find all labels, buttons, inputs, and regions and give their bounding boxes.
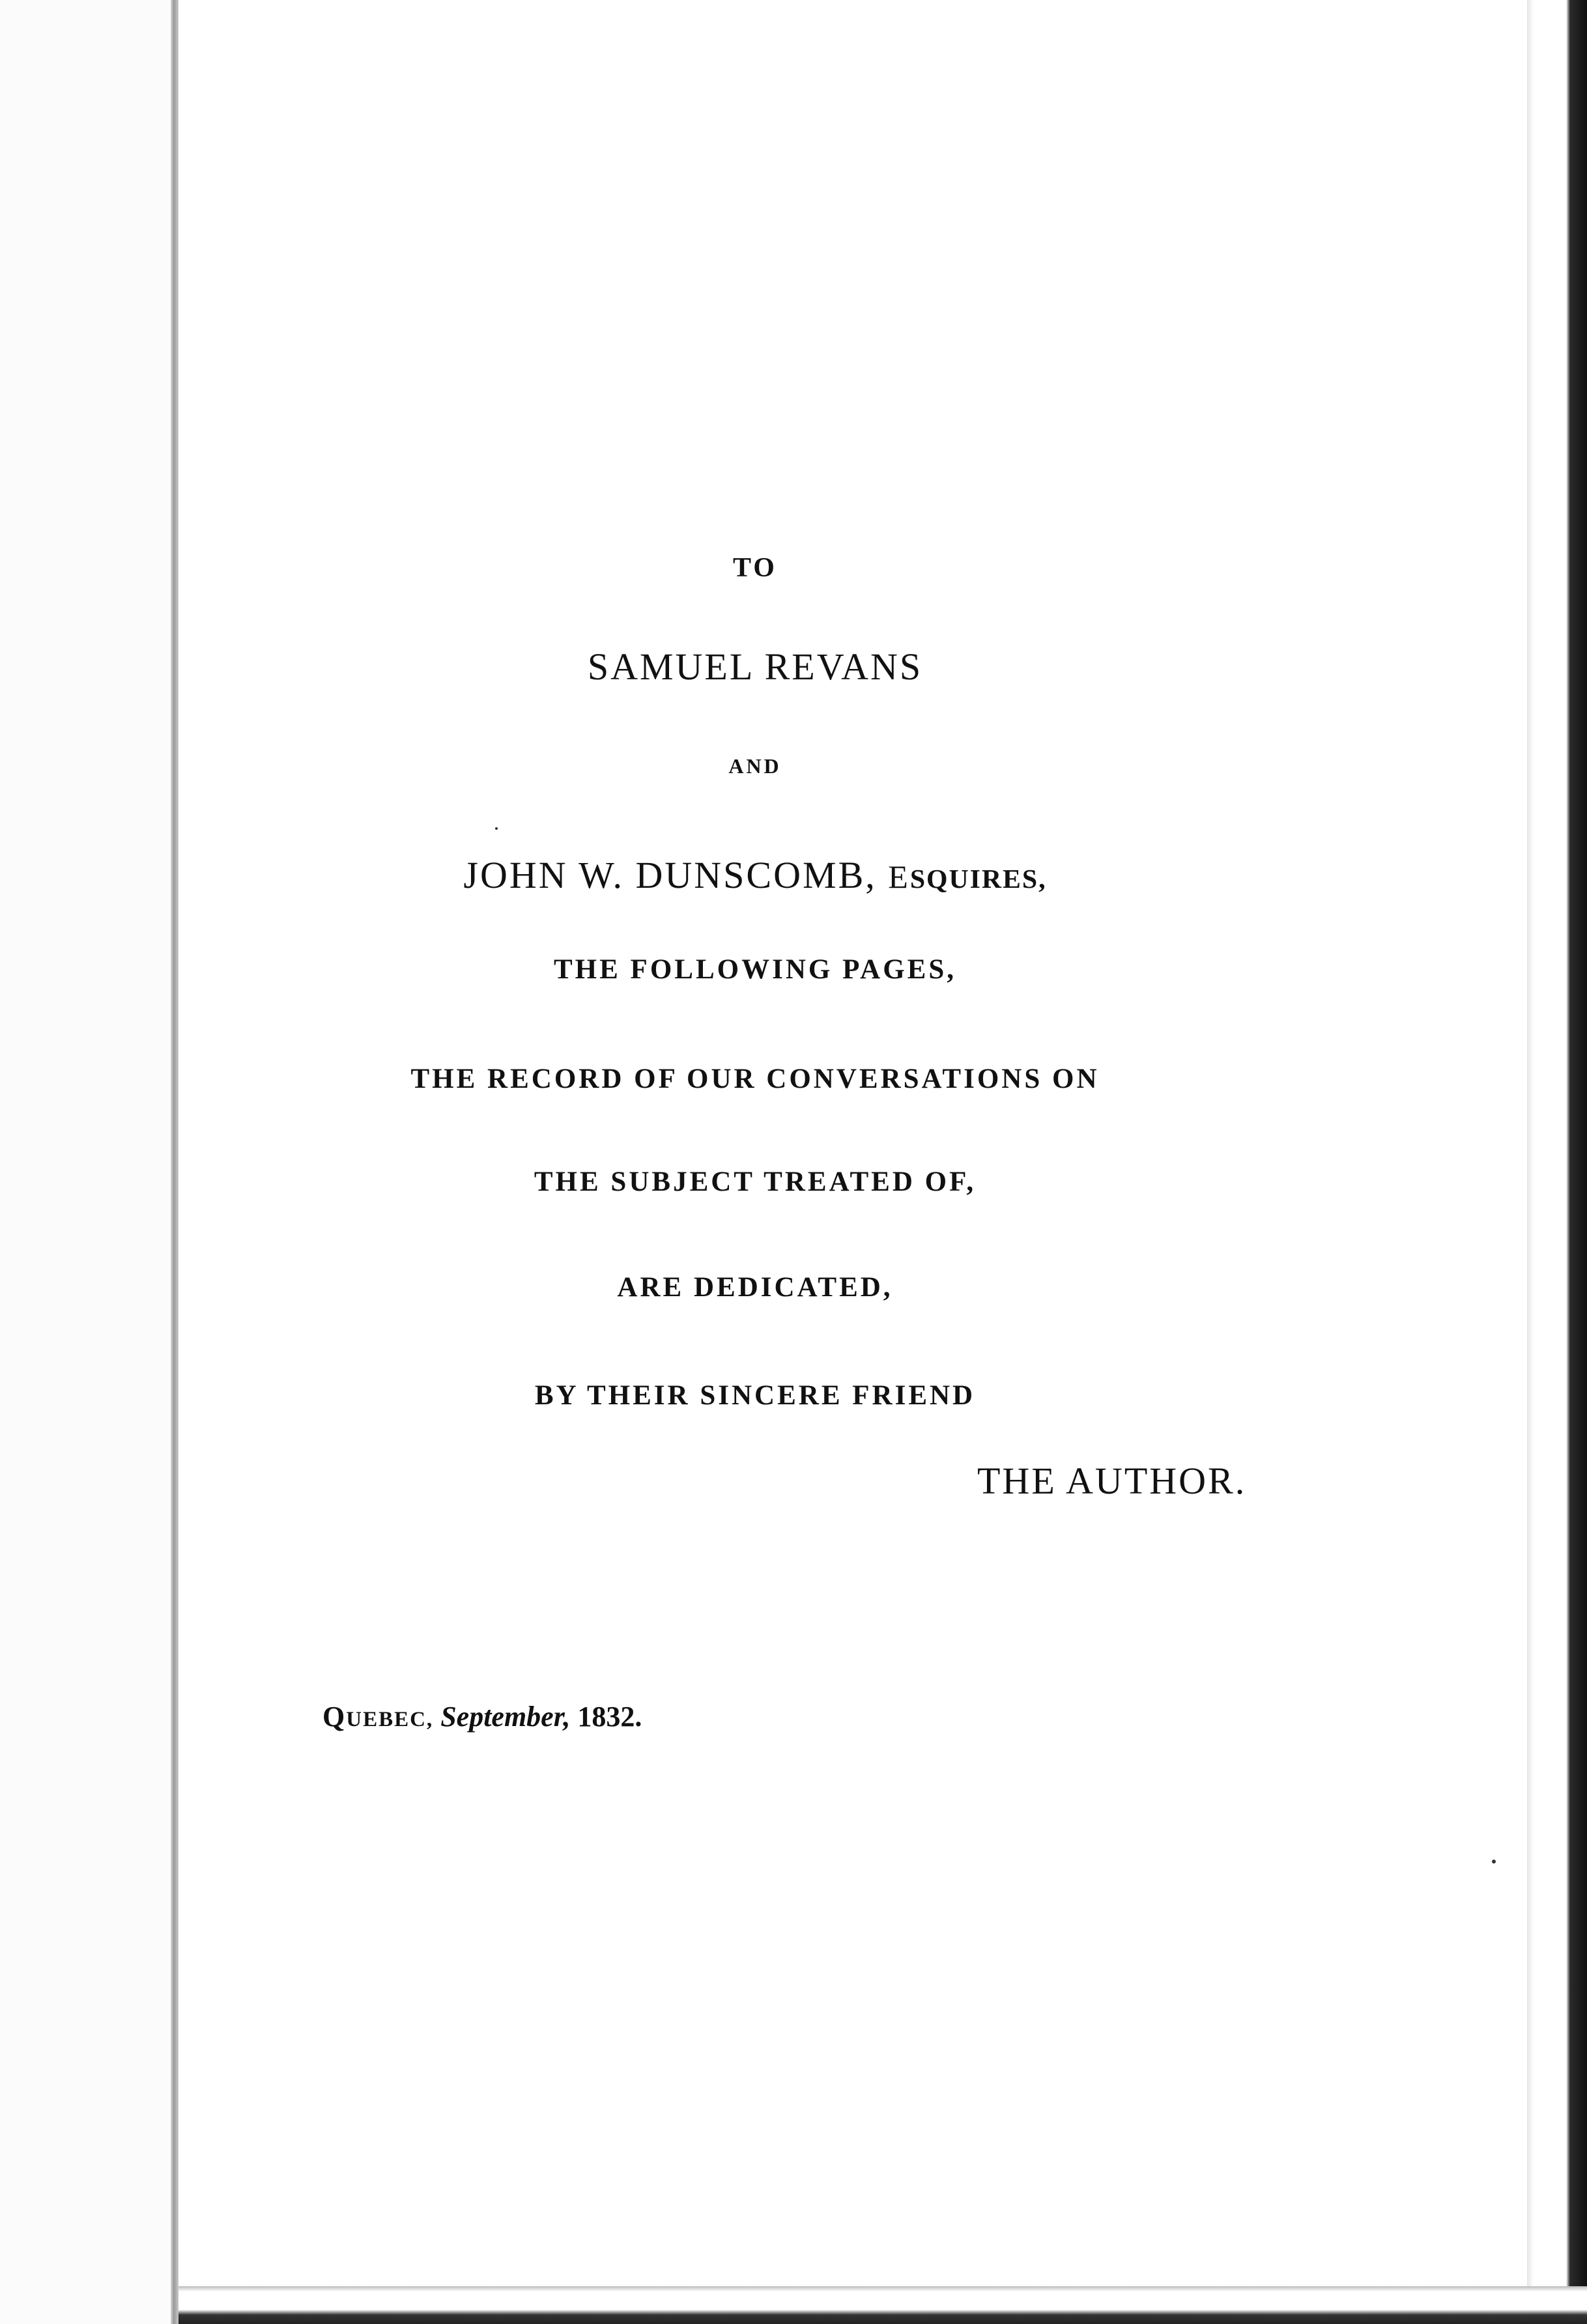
book-gutter <box>171 0 179 2324</box>
dateline <box>322 1700 642 1733</box>
dateline-month: September, <box>440 1701 571 1733</box>
dedicatee-name-1: SAMUEL REVANS <box>587 645 923 688</box>
dedication-and: AND <box>728 754 782 778</box>
dateline-year: 1832. <box>577 1701 642 1733</box>
print-speck <box>1492 1860 1496 1863</box>
facing-page-edge <box>0 0 171 2324</box>
dedicatee-name-2 <box>179 853 1332 897</box>
dedication-line-4: ARE DEDICATED, <box>617 1272 893 1303</box>
dedication-to: TO <box>733 553 777 583</box>
page-right-edge <box>1527 0 1587 2324</box>
dedication-page <box>179 0 1527 2286</box>
dedication-line-5: BY THEIR SINCERE FRIEND <box>534 1380 976 1411</box>
author-signature: THE AUTHOR. <box>977 1460 1247 1502</box>
dedication-line-2: THE RECORD OF OUR CONVERSATIONS ON <box>410 1064 1100 1094</box>
dedication-line-1: THE FOLLOWING PAGES, <box>554 954 956 985</box>
print-speck <box>495 827 498 830</box>
dateline-city <box>322 1701 433 1733</box>
dateline-city-initial: Q <box>322 1701 347 1733</box>
page-bottom-edge <box>179 2286 1587 2324</box>
dedicatee-name-2-main: JOHN W. DUNSCOMB, <box>463 854 877 896</box>
dedication-line-3: THE SUBJECT TREATED OF, <box>534 1167 977 1197</box>
dedicatee-title-initial: E <box>888 858 910 895</box>
dedicatee-title-rest: SQUIRES, <box>909 864 1047 894</box>
dateline-city-rest: UEBEC, <box>346 1708 434 1731</box>
